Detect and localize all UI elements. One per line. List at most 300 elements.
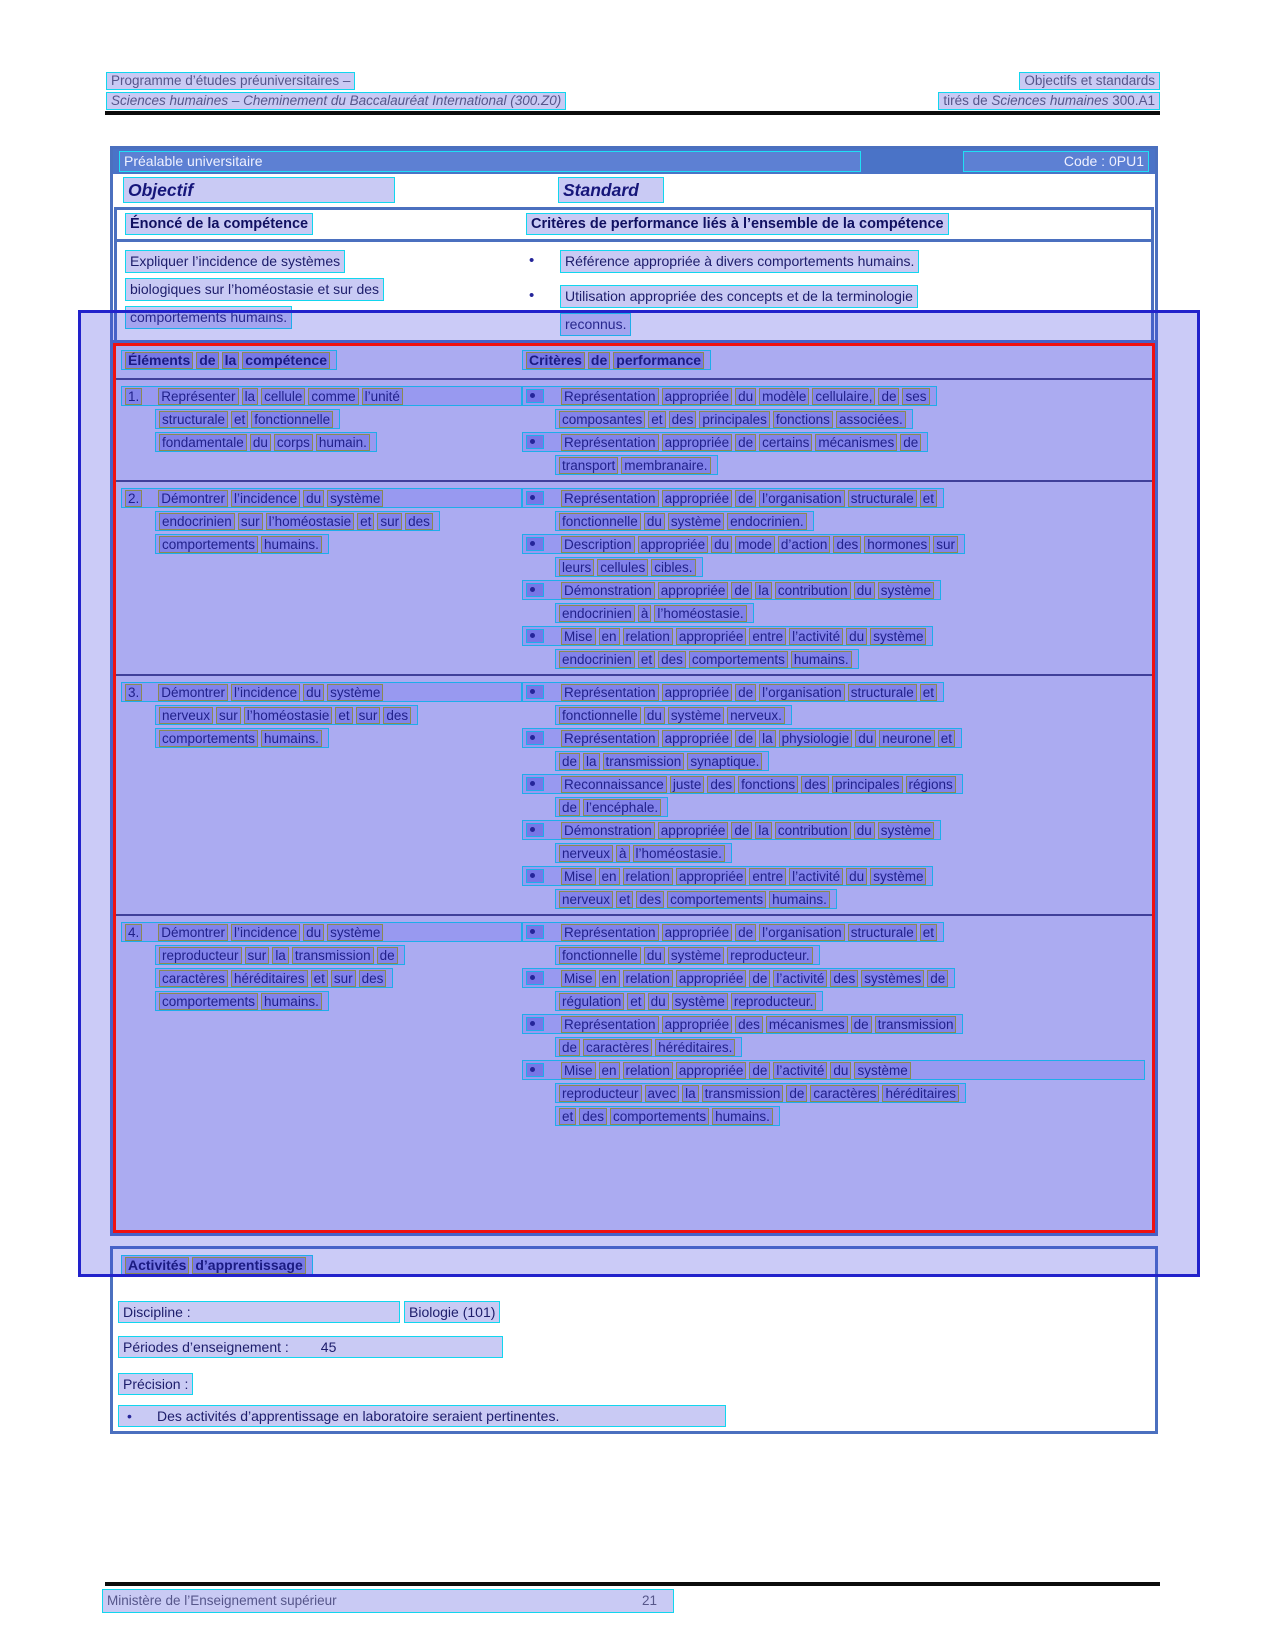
criterion-text (560, 250, 919, 278)
word-box: fonctions (773, 411, 833, 428)
word-box: Description (561, 536, 635, 553)
word-box: l’unité (362, 388, 403, 405)
word-box: des (579, 1108, 607, 1125)
word-box: système (668, 947, 724, 964)
word-box: avec (645, 1085, 680, 1102)
word-box: l’homéostasie (244, 707, 333, 724)
header-left-line1: Programme d’études préuniversitaires – (106, 72, 355, 90)
word-box: système (672, 993, 728, 1010)
elements-rows (113, 380, 1155, 1177)
word-box: du (303, 684, 324, 701)
criterion-line (555, 843, 732, 863)
word-box: principales (699, 411, 770, 428)
criterion-bullet (522, 488, 944, 534)
word-box: transport (559, 457, 618, 474)
word-box: Éléments (125, 352, 193, 369)
element-line (121, 488, 522, 508)
criterion-line (522, 488, 944, 508)
word-box: système (854, 1062, 910, 1079)
criterion-line-text: reconnus. (560, 313, 631, 336)
word-box: appropriée (676, 970, 747, 987)
elements-col1-header-line (121, 350, 337, 370)
word-box: corps (274, 434, 313, 451)
word-box: de (735, 490, 756, 507)
word-box: transmission (292, 947, 374, 964)
criterion-line (522, 728, 962, 748)
word-box: appropriée (638, 536, 709, 553)
word-box: des (830, 970, 858, 987)
header-rule (105, 111, 1160, 115)
word-box: et (357, 513, 374, 530)
word-box: membranaire. (621, 457, 710, 474)
word-box: leurs (559, 559, 594, 576)
element-line (155, 728, 329, 748)
word-box: la (583, 753, 600, 770)
word-box: principales (832, 776, 903, 793)
word-box: fonctionnelle (559, 947, 641, 964)
word-box: l’organisation (759, 684, 845, 701)
header-right-line2-prefix: tirés de (943, 93, 992, 108)
word-box: de (588, 352, 610, 369)
word-box: relation (623, 970, 673, 987)
word-box: appropriée (662, 490, 733, 507)
word-box: Mise (561, 868, 596, 885)
word-box: et (648, 411, 665, 428)
word-box: l’encéphale. (583, 799, 661, 816)
word-box: du (846, 868, 867, 885)
activites-bullet (118, 1405, 726, 1427)
word-box: relation (623, 1062, 673, 1079)
word-box: en (599, 970, 620, 987)
element-row (113, 380, 1155, 482)
word-box: et (311, 970, 328, 987)
criterion-bullet (522, 774, 963, 820)
word-box: de (786, 1085, 807, 1102)
enonce-col2-header: Critères de performance liés à l’ensemble de la compétence (526, 213, 949, 235)
word-box: caractères (159, 970, 228, 987)
word-box: structurale (848, 684, 917, 701)
bullet-icon (526, 629, 544, 643)
word-box: Représentation (561, 388, 659, 405)
word-box: humains. (791, 651, 852, 668)
criterion-line (522, 1014, 963, 1034)
word-box: cellule (261, 388, 305, 405)
word-box: des (833, 536, 861, 553)
word-box: de (735, 730, 756, 747)
prealable-section (110, 146, 1158, 360)
criterion-bullet (522, 1014, 963, 1060)
footer-rule (105, 1582, 1160, 1586)
word-box: cibles. (651, 559, 695, 576)
element-cell (113, 922, 522, 1129)
bullet-icon: • (529, 252, 535, 269)
word-box: humains. (261, 536, 322, 553)
periodes-label: Périodes d’enseignement : (123, 1339, 289, 1355)
criterion-bullet (522, 1060, 1145, 1129)
word-box: des (669, 411, 697, 428)
word-box: endocrinien (559, 651, 635, 668)
criterion-bullet (522, 386, 937, 432)
word-box: synaptique. (687, 753, 762, 770)
header-row-1 (106, 72, 1160, 90)
criterion-bullet (522, 922, 944, 968)
criterion-line (555, 1106, 780, 1126)
word-box: nerveux (159, 707, 213, 724)
word-box: structurale (159, 411, 228, 428)
word-box: de (196, 352, 218, 369)
word-box: comportements (159, 536, 258, 553)
word-box: appropriée (658, 582, 729, 599)
word-box: de (735, 684, 756, 701)
word-box: endocrinien (159, 513, 235, 530)
criterion-line-text: Référence appropriée à divers comportements humains. (560, 250, 919, 273)
word-box: cellulaire, (812, 388, 875, 405)
word-box: reproducteur. (731, 993, 817, 1010)
activites-title (121, 1255, 313, 1275)
word-box: système (870, 628, 926, 645)
elements-table (110, 340, 1158, 1236)
bullet-icon (526, 537, 544, 551)
word-box: du (644, 947, 665, 964)
criterion-line (555, 511, 814, 531)
bullet-icon (526, 389, 544, 403)
periodes-row (113, 1336, 1155, 1358)
criterion-line (555, 991, 823, 1011)
word-box: des (383, 707, 411, 724)
word-box: la (272, 947, 289, 964)
standard-heading: Standard (558, 177, 664, 203)
word-box: Critères (526, 352, 585, 369)
word-box: système (878, 582, 934, 599)
word-box: la (242, 388, 259, 405)
element-row (113, 676, 1155, 916)
word-box: Démonstration (561, 822, 655, 839)
word-box: endocrinien (559, 605, 635, 622)
element-cell (113, 488, 522, 672)
word-box: sur (331, 970, 356, 987)
word-box: entre (749, 868, 786, 885)
statement-line (125, 278, 526, 301)
word-box: de (377, 947, 398, 964)
word-box: de (851, 1016, 872, 1033)
criterion-line (522, 534, 965, 554)
bullet-icon (526, 491, 544, 505)
page-number: 21 (641, 1593, 657, 1608)
element-line (155, 705, 418, 725)
word-box: du (855, 730, 876, 747)
criterion-line (555, 889, 837, 909)
header-left-line2: Sciences humaines – Cheminement du Baccalauréat International (300.Z0) (106, 92, 566, 110)
criteria-cell (522, 488, 1155, 672)
bullet-icon (526, 971, 544, 985)
bullet-icon (526, 777, 544, 791)
word-box: hormones (864, 536, 930, 553)
criterion-bullet (526, 250, 1141, 278)
word-box: Représentation (561, 730, 659, 747)
criterion-line (555, 1083, 966, 1103)
word-box: relation (623, 628, 673, 645)
criterion-line (522, 866, 933, 886)
word-box: à (638, 605, 652, 622)
word-box: de (731, 822, 752, 839)
word-box: l’organisation (759, 924, 845, 941)
criterion-line-text: Utilisation appropriée des concepts et de la terminologie (560, 285, 918, 308)
discipline-row (113, 1301, 1155, 1323)
header-right-line2-suffix: 300.A1 (1108, 93, 1155, 108)
word-box: la (222, 352, 240, 369)
elements-col2-header-line (522, 350, 711, 370)
elements-col1-header (113, 350, 522, 373)
statement-text: Expliquer l’incidence de systèmes (125, 250, 345, 273)
word-box: compétence (242, 352, 330, 369)
word-box: d’action (778, 536, 831, 553)
criterion-line (555, 797, 668, 817)
criterion-bullet (526, 285, 1141, 341)
word-box: du (846, 628, 867, 645)
word-box: régions (906, 776, 956, 793)
word-box: appropriée (658, 822, 729, 839)
criterion-bullet (522, 866, 933, 912)
word-box: appropriée (662, 730, 733, 747)
criterion-line (555, 1037, 742, 1057)
word-box: l’incidence (231, 684, 300, 701)
word-box: Activités (125, 1257, 189, 1274)
word-box: appropriée (662, 388, 733, 405)
word-box: transmission (603, 753, 685, 770)
word-box: fonctionnelle (251, 411, 333, 428)
word-box: appropriée (662, 1016, 733, 1033)
word-box: système (668, 707, 724, 724)
word-box: et (920, 490, 937, 507)
word-box: du (735, 388, 756, 405)
word-box: sur (216, 707, 241, 724)
word-box: comportements (610, 1108, 709, 1125)
page-footer (102, 1589, 674, 1613)
word-box: fonctionnelle (559, 513, 641, 530)
word-box: de (749, 970, 770, 987)
word-box: l’activité (773, 1062, 827, 1079)
word-box: comme (308, 388, 358, 405)
word-box: en (599, 1062, 620, 1079)
word-box: l’homéostasie (266, 513, 355, 530)
word-box: l’incidence (231, 924, 300, 941)
word-box: sur (933, 536, 958, 553)
word-box: humains. (261, 730, 322, 747)
word-box: humains. (769, 891, 830, 908)
word-box: Représentation (561, 684, 659, 701)
word-box: comportements (689, 651, 788, 668)
word-box: appropriée (662, 434, 733, 451)
word-box: l’incidence (231, 490, 300, 507)
item-number: 2. (125, 490, 142, 507)
criterion-bullet (522, 728, 962, 774)
enonce-col1-header: Énoncé de la compétence (125, 213, 313, 235)
word-box: l’activité (789, 868, 843, 885)
word-box: composantes (559, 411, 645, 428)
word-box: la (682, 1085, 699, 1102)
precision-label: Précision : (118, 1373, 193, 1395)
criterion-line (555, 649, 859, 669)
objectif-standard-row (113, 174, 1155, 207)
prealable-band (113, 149, 1155, 174)
word-box: mécanismes (815, 434, 897, 451)
word-box: reproducteur. (727, 947, 813, 964)
word-box: de (749, 1062, 770, 1079)
word-box: et (920, 684, 937, 701)
word-box: fonctions (738, 776, 798, 793)
word-box: transmission (702, 1085, 784, 1102)
element-cell (113, 386, 522, 478)
word-box: de (731, 582, 752, 599)
word-box: du (854, 822, 875, 839)
word-box: de (927, 970, 948, 987)
statement-line (125, 306, 526, 329)
word-box: héréditaires (231, 970, 308, 987)
word-box: des (405, 513, 433, 530)
word-box: de (559, 753, 580, 770)
criterion-bullet (522, 820, 941, 866)
word-box: fondamentale (159, 434, 247, 451)
word-box: reproducteur (559, 1085, 642, 1102)
element-row (113, 482, 1155, 676)
word-box: et (920, 924, 937, 941)
word-box: reproducteur (159, 947, 242, 964)
word-box: de (900, 434, 921, 451)
word-box: Mise (561, 628, 596, 645)
criterion-bullet (522, 580, 941, 626)
element-line (121, 922, 522, 942)
criterion-line (555, 603, 754, 623)
word-box: Représentation (561, 1016, 659, 1033)
word-box: fonctionnelle (559, 707, 641, 724)
statement-text: comportements humains. (125, 306, 292, 329)
word-box: humains. (261, 993, 322, 1010)
word-box: de (878, 388, 899, 405)
bullet-icon (526, 731, 544, 745)
enonce-col2 (526, 213, 1151, 235)
activites-bullet-row (113, 1405, 1155, 1427)
item-number: 1. (125, 388, 142, 405)
word-box: sur (245, 947, 270, 964)
word-box: Mise (561, 1062, 596, 1079)
word-box: système (327, 924, 383, 941)
criterion-line (560, 285, 918, 308)
element-line (155, 511, 440, 531)
word-box: l’homéostasie. (654, 605, 746, 622)
word-box: système (878, 822, 934, 839)
word-box: ses (902, 388, 929, 405)
word-box: sur (356, 707, 381, 724)
word-box: l’homéostasie. (633, 845, 725, 862)
word-box: régulation (559, 993, 624, 1010)
criterion-bullet (522, 626, 933, 672)
element-line (155, 409, 340, 429)
enonce-col1 (117, 213, 526, 235)
bullet-icon (526, 823, 544, 837)
word-box: comportements (159, 730, 258, 747)
criterion-line (522, 968, 955, 988)
element-line (121, 386, 522, 406)
word-box: du (711, 536, 732, 553)
word-box: la (755, 822, 772, 839)
criterion-line (522, 1060, 1145, 1080)
statement-line (125, 250, 526, 273)
element-line (155, 432, 377, 452)
discipline-label: Discipline : (118, 1301, 400, 1323)
word-box: de (559, 799, 580, 816)
word-box: système (668, 513, 724, 530)
word-box: appropriée (676, 868, 747, 885)
word-box: du (644, 513, 665, 530)
bullet-icon: • (529, 287, 535, 304)
prealable-code: Code : 0PU1 (963, 151, 1149, 172)
word-box: entre (749, 628, 786, 645)
activites-section (110, 1246, 1158, 1434)
word-box: du (303, 924, 324, 941)
word-box: humain. (316, 434, 370, 451)
criteria-cell (522, 922, 1155, 1129)
bullet-icon (526, 583, 544, 597)
criterion-line (555, 945, 820, 965)
enonce-table-body (117, 242, 1151, 354)
criterion-line (555, 409, 913, 429)
activites-title-row (113, 1249, 1155, 1279)
word-box: du (250, 434, 271, 451)
periodes-box (118, 1336, 503, 1358)
word-box: du (854, 582, 875, 599)
word-box: cellules (597, 559, 648, 576)
word-box: modèle (759, 388, 809, 405)
word-box: endocrinien. (727, 513, 807, 530)
word-box: Démontrer (158, 684, 228, 701)
word-box: nerveux (559, 845, 613, 862)
word-box: des (735, 1016, 763, 1033)
word-box: la (759, 730, 776, 747)
word-box: en (599, 868, 620, 885)
word-box: et (638, 651, 655, 668)
word-box: relation (623, 868, 673, 885)
competence-criteria (526, 250, 1151, 348)
word-box: des (658, 651, 686, 668)
word-box: systèmes (861, 970, 924, 987)
word-box: sur (238, 513, 263, 530)
word-box: appropriée (676, 628, 747, 645)
word-box: Représentation (561, 490, 659, 507)
word-box: Représentation (561, 924, 659, 941)
word-box: caractères (810, 1085, 879, 1102)
criterion-line (560, 313, 918, 336)
criterion-line (522, 922, 944, 942)
criteria-cell (522, 386, 1155, 478)
word-box: système (870, 868, 926, 885)
header-right-line1: Objectifs et standards (1019, 72, 1160, 90)
criterion-bullet (522, 432, 928, 478)
word-box: du (644, 707, 665, 724)
word-box: neurone (879, 730, 935, 747)
word-box: comportements (667, 891, 766, 908)
enonce-table-header (117, 210, 1151, 242)
element-line (155, 534, 329, 554)
word-box: nerveux. (727, 707, 785, 724)
word-box: humains. (712, 1108, 773, 1125)
bullet-icon (526, 685, 544, 699)
word-box: Mise (561, 970, 596, 987)
criterion-line (522, 386, 937, 406)
word-box: nerveux (559, 891, 613, 908)
element-cell (113, 682, 522, 912)
word-box: des (707, 776, 735, 793)
word-box: de (735, 434, 756, 451)
